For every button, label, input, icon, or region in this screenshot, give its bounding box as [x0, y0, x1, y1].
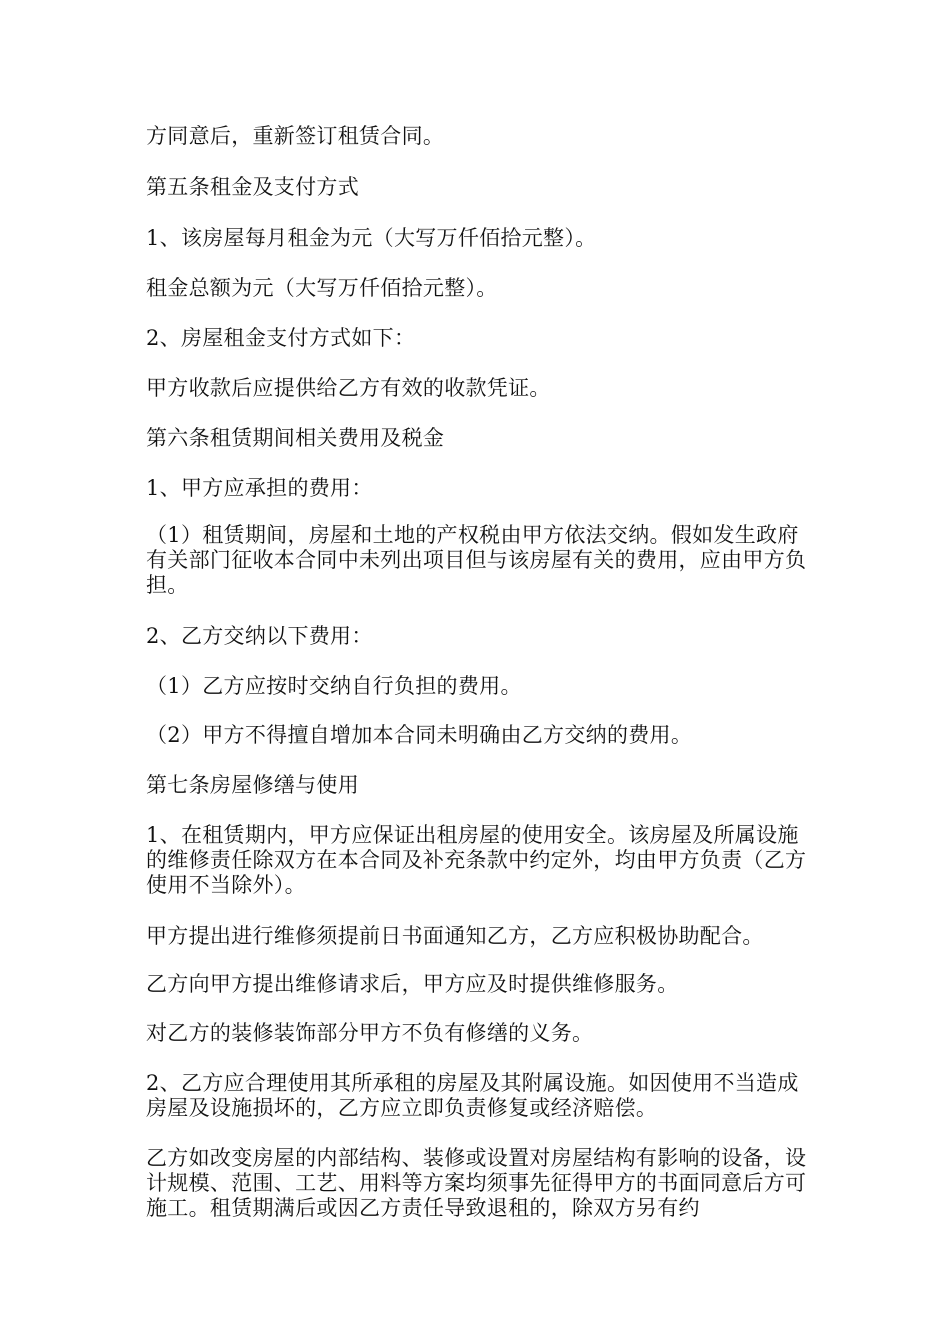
- paragraph: 1、该房屋每月租金为元（大写万仟佰拾元整）。: [146, 226, 597, 250]
- paragraph: 对乙方的装修装饰部分甲方不负有修缮的义务。: [146, 1021, 594, 1045]
- paragraph: 甲方收款后应提供给乙方有效的收款凭证。: [146, 376, 551, 400]
- paragraph: 租金总额为元（大写万仟佰拾元整）。: [146, 276, 498, 300]
- paragraph: （1）租赁期间，房屋和土地的产权税由甲方依法交纳。假如发生政府有关部门征收本合同中未列出项目但与该房屋有关的费用，应由甲方负担。: [146, 523, 807, 597]
- article-heading: 第六条租赁期间相关费用及税金: [146, 426, 445, 450]
- paragraph: 1、在租赁期内，甲方应保证出租房屋的使用安全。该房屋及所属设施的维修责任除双方在本合同及补充条款中约定外，均由甲方负责（乙方使用不当除外）。: [146, 823, 807, 897]
- paragraph: 2、房屋租金支付方式如下：: [146, 326, 416, 350]
- paragraph: 方同意后，重新签订租赁合同。: [146, 124, 445, 148]
- paragraph: 乙方如改变房屋的内部结构、装修或设置对房屋结构有影响的设备，设计规模、范围、工艺、用料等方案均须事先征得甲方的书面同意后方可施工。租赁期满后或因乙方责任导致退租的，除双方另有约: [146, 1146, 807, 1220]
- paragraph: 2、乙方应合理使用其所承租的房屋及其附属设施。如因使用不当造成房屋及设施损坏的，乙方应立即负责修复或经济赔偿。: [146, 1071, 799, 1120]
- paragraph: 1、甲方应承担的费用：: [146, 476, 373, 500]
- article-heading: 第五条租金及支付方式: [146, 175, 359, 199]
- paragraph: 甲方提出进行维修须提前日书面通知乙方，乙方应积极协助配合。: [146, 924, 764, 948]
- article-heading: 第七条房屋修缮与使用: [146, 773, 359, 797]
- paragraph: （2）甲方不得擅自增加本合同未明确由乙方交纳的费用。: [146, 723, 693, 747]
- paragraph: 乙方向甲方提出维修请求后，甲方应及时提供维修服务。: [146, 972, 679, 996]
- paragraph: 2、乙方交纳以下费用：: [146, 624, 373, 648]
- paragraph: （1）乙方应按时交纳自行负担的费用。: [146, 674, 522, 698]
